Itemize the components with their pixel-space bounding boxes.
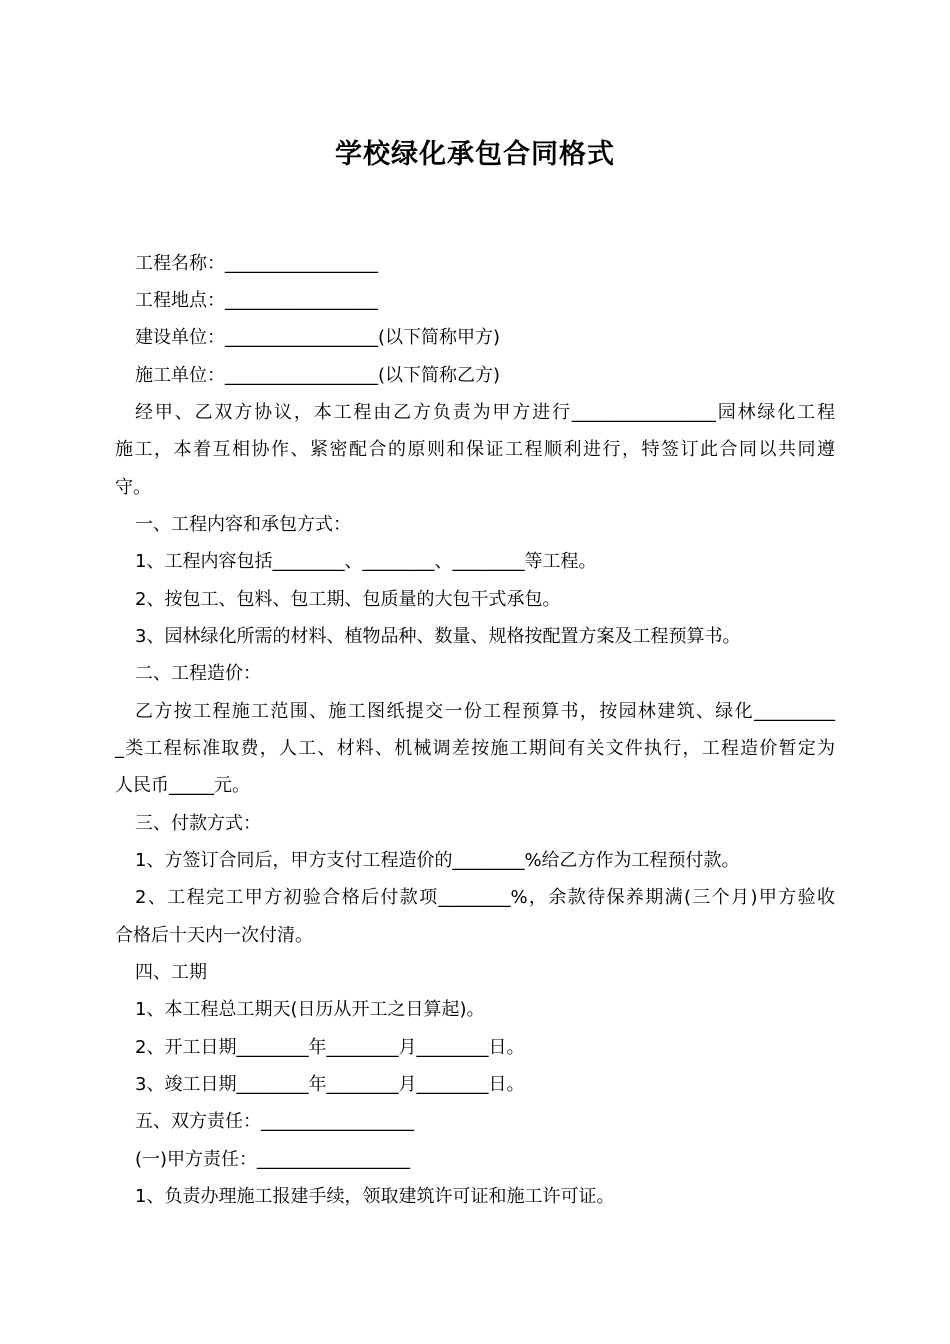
clause-3-2-line-2: 合格后十天内一次付清。	[115, 925, 313, 946]
field-project-location: 工程地点：_________________	[135, 290, 378, 311]
clause-4-3: 3、竣工日期________年________月________日。	[135, 1074, 525, 1095]
clause-1-2: 2、按包工、包料、包工期、包质量的大包干式承包。	[135, 589, 561, 610]
clause-1-1: 1、工程内容包括________、________、________等工程。	[135, 551, 597, 572]
page-title: 学校绿化承包合同格式	[335, 139, 615, 170]
clause-4-2: 2、开工日期________年________月________日。	[135, 1037, 525, 1058]
section-heading-4: 四、工期	[135, 962, 207, 983]
section-heading-2: 二、工程造价：	[135, 663, 261, 684]
section-heading-1: 一、工程内容和承包方式：	[135, 514, 351, 535]
intro-paragraph-line-1: 经甲、乙双方协议，本工程由乙方负责为甲方进行________________园林绿化工程	[135, 402, 835, 423]
clause-2-line-3: 人民币_____元。	[115, 775, 250, 796]
clause-4-1: 1、本工程总工期天(日历从开工之日算起)。	[135, 999, 485, 1020]
intro-paragraph-line-2: 施工，本着互相协作、紧密配合的原则和保证工程顺利进行，特签订此合同以共同遵	[115, 439, 835, 460]
section-heading-5: 五、双方责任：_________________	[135, 1111, 414, 1132]
clause-3-2-line-1: 2、工程完工甲方初验合格后付款项________%，余款待保养期满(三个月)甲方验收	[135, 887, 835, 908]
field-project-name: 工程名称：_________________	[135, 253, 378, 274]
intro-paragraph-line-3: 守。	[115, 477, 151, 498]
clause-3-1: 1、方签订合同后，甲方支付工程造价的________%给乙方作为工程预付款。	[135, 850, 740, 871]
field-party-b: 施工单位：_________________(以下简称乙方)	[135, 365, 501, 386]
field-party-a: 建设单位：_________________(以下简称甲方)	[135, 327, 501, 348]
clause-2-line-2: _类工程标准取费，人工、材料、机械调差按施工期间有关文件执行，工程造价暂定为	[115, 738, 835, 759]
clause-1-3: 3、园林绿化所需的材料、植物品种、数量、规格按配置方案及工程预算书。	[135, 626, 741, 647]
clause-5-1: 1、负责办理施工报建手续，领取建筑许可证和施工许可证。	[135, 1186, 615, 1207]
clause-2-line-1: 乙方按工程施工范围、施工图纸提交一份工程预算书，按园林建筑、绿化_________	[135, 701, 835, 722]
section-heading-3: 三、付款方式：	[135, 813, 261, 834]
subsection-party-a: (一)甲方责任：_________________	[135, 1149, 411, 1170]
